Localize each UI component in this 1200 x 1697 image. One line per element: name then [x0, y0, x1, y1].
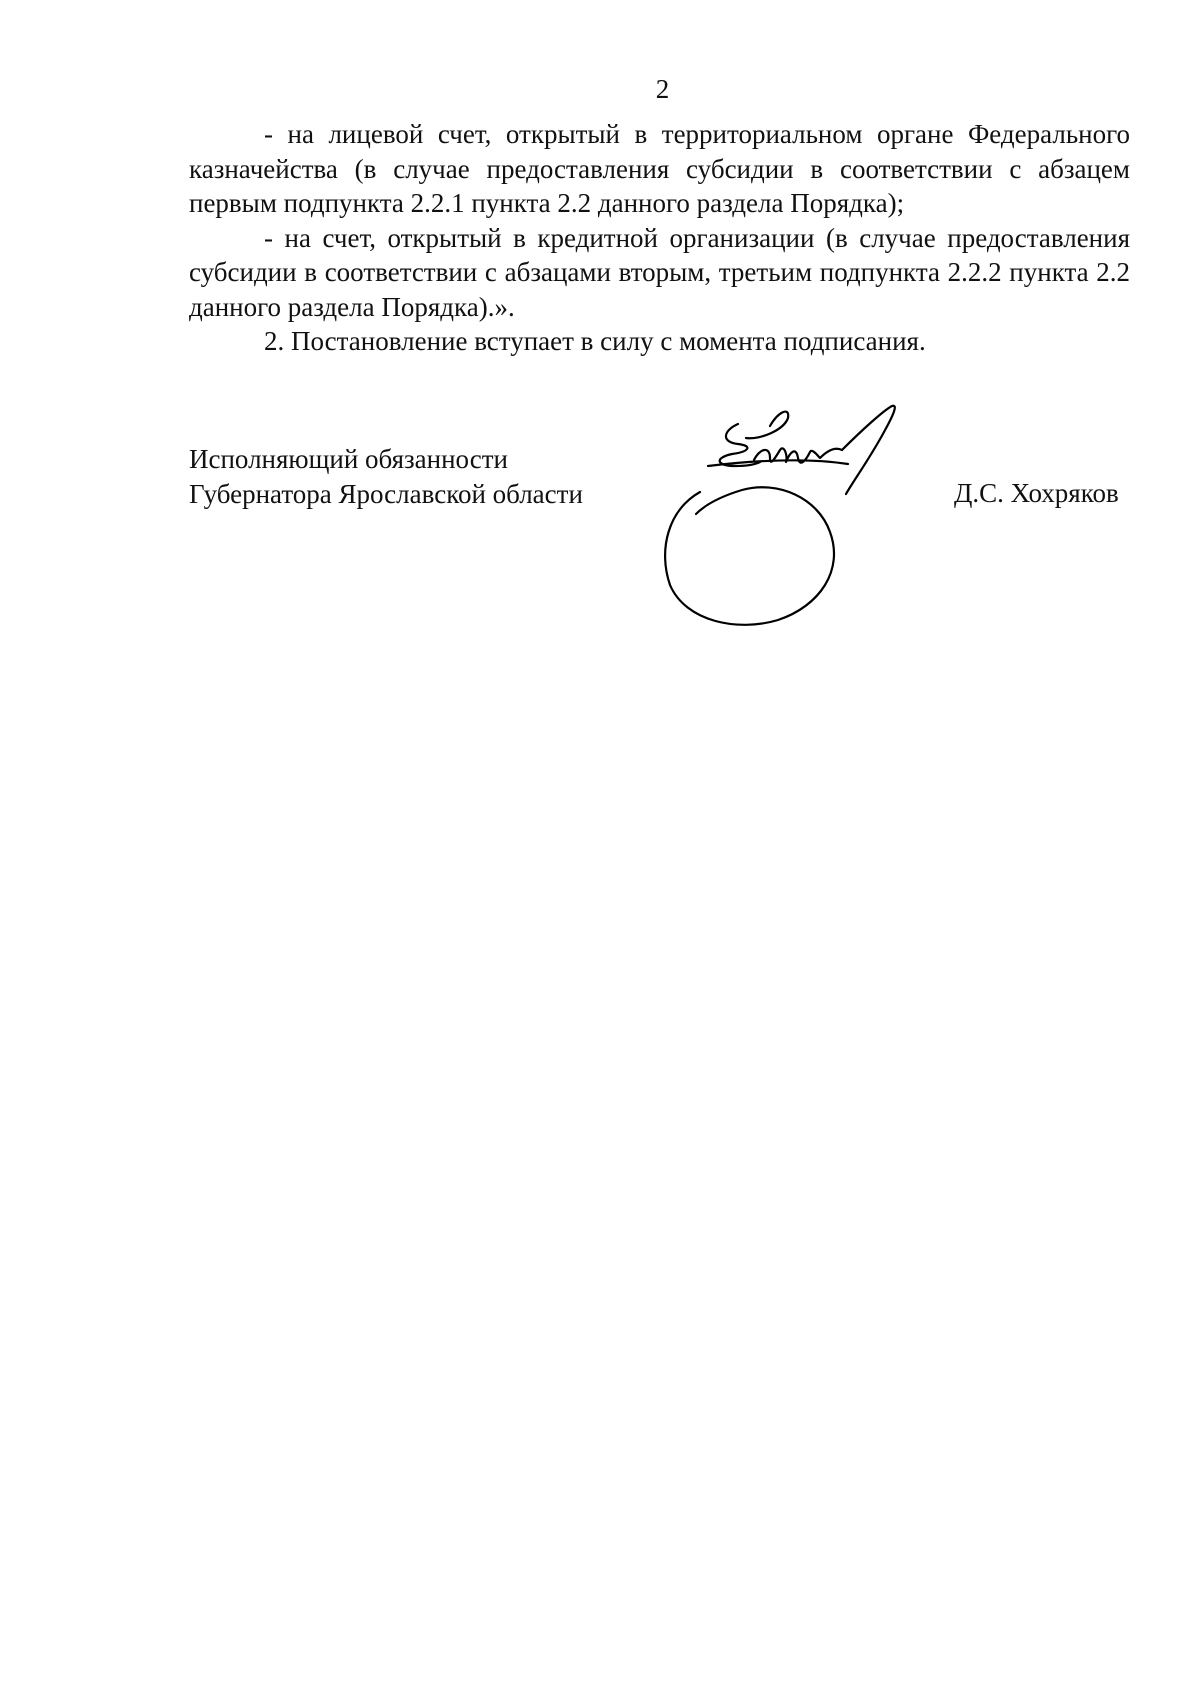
paragraph-treasury-account: - на лицевой счет, открытый в территориальном органе Федерального казначейства (в случае предоставления субсидии в соответствии с абзацем первым подпункта 2.2.1 пункта 2.2 данного раздела Порядка);	[189, 119, 1130, 218]
signatory-position-line-2: Губернатора Ярославской области	[189, 479, 583, 509]
signature-tail-stroke	[842, 406, 895, 494]
paragraph-effective-date: 2. Постановление вступает в силу с момента подписания.	[264, 326, 926, 356]
paragraph-credit-account: - на счет, открытый в кредитной организации (в случае предоставления субсидии в соответствии с абзацами вторым, третьим подпункта 2.2.2 пункта 2.2 данного раздела Порядка).».	[189, 222, 1130, 322]
signature-flourish-stroke	[746, 412, 788, 439]
signature-loop-stroke	[665, 487, 834, 625]
document-body	[189, 117, 1130, 359]
signatory-position	[189, 442, 583, 512]
handwritten-signature	[648, 400, 940, 630]
signatory-position-line-1: Исполняющий обязанности	[189, 444, 508, 474]
page-number: 2	[655, 74, 670, 104]
signer-name: Д.С. Хохряков	[954, 478, 1119, 508]
